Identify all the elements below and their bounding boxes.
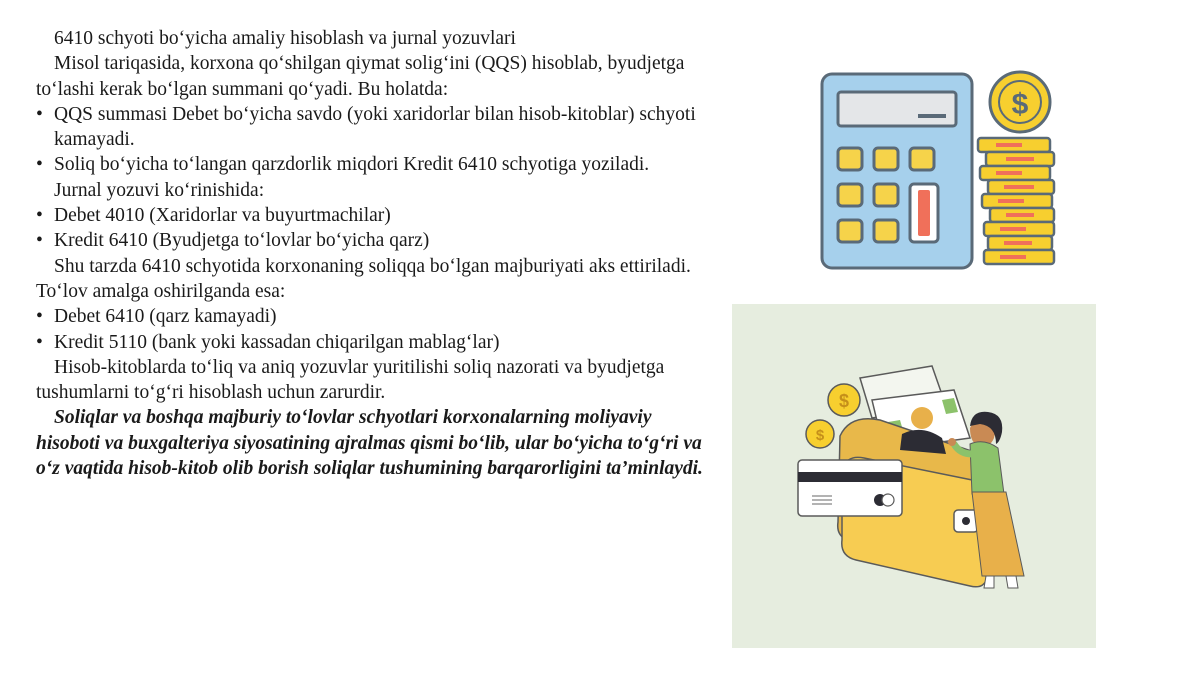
- intro-bullet: [36, 152, 716, 177]
- journal-bullet-text: Debet 4010 (Xaridorlar va buyurtmachilar): [54, 205, 391, 227]
- intro-bullet-text: Soliq bo‘yicha to‘langan qarzdorlik miqdori Kredit 6410 schyotiga yoziladi.: [54, 154, 650, 176]
- journal-bullet: [36, 228, 716, 253]
- payment-bullet: [36, 304, 716, 329]
- summary-paragraph: Hisob-kitoblarda to‘liq va aniq yozuvlar yuritilishi soliq nazorati va byudjetga tushumlarni to‘g‘ri hisoblash uchun zarurdir.: [36, 356, 665, 404]
- bullet-glyph: •: [36, 154, 43, 176]
- calculator-illustration: [808, 62, 1068, 274]
- bullet-glyph: •: [36, 230, 43, 252]
- intro-bullet: [36, 102, 716, 153]
- intro-paragraph: Misol tariqasida, korxona qo‘shilgan qiymat solig‘ini (QQS) hisoblab, byudjetga to‘lashi kerak bo‘lgan summani qo‘yadi. Bu holatda:: [36, 53, 685, 100]
- coin-symbol: $: [815, 427, 825, 444]
- text-content: [36, 26, 716, 481]
- bullet-glyph: •: [36, 205, 43, 227]
- conclusion-paragraph: Soliqlar va boshqa majburiy to‘lovlar schyotlari korxonalarning moliyaviy hisoboti va buxgalteriya siyosatining ajralmas qismi bo‘lib, ular bo‘yicha to‘g‘ri va o‘z vaqtida hisob-kitob olib borish soliqlar tushumining barqarorligini ta’minlaydi.: [36, 407, 703, 480]
- payment-bullet: [36, 330, 716, 355]
- dollar-sign: $: [1011, 88, 1029, 121]
- payment-bullet-text: Kredit 5110 (bank yoki kassadan chiqarilgan mablag‘lar): [54, 331, 500, 353]
- journal-bullet-text: Kredit 6410 (Byudjetga to‘lovlar bo‘yicha qarz): [54, 230, 430, 252]
- calculator-coins-icon: [808, 62, 1068, 274]
- journal-bullet: [36, 203, 716, 228]
- payment-bullet-text: Debet 6410 (qarz kamayadi): [54, 306, 277, 328]
- reflection-paragraph: Shu tarzda 6410 schyotida korxonaning soliqqa bo‘lgan majburiyati aks ettiriladi. To‘lov amalga oshirilganda esa:: [36, 255, 691, 302]
- bullet-glyph: •: [36, 103, 43, 125]
- intro-bullet-text: QQS summasi Debet bo‘yicha savdo (yoki xaridorlar bilan hisob-kitoblar) schyoti kamayadi.: [54, 103, 696, 151]
- bullet-glyph: •: [36, 306, 43, 328]
- wallet-illustration: [732, 304, 1096, 648]
- slide-heading: 6410 schyoti bo‘yicha amaliy hisoblash va jurnal yozuvlari: [54, 28, 516, 49]
- bullet-glyph: •: [36, 331, 43, 353]
- journal-intro: Jurnal yozuvi ko‘rinishida:: [54, 179, 265, 201]
- wallet-woman-icon: [732, 304, 1096, 648]
- coin-symbol: $: [838, 391, 850, 411]
